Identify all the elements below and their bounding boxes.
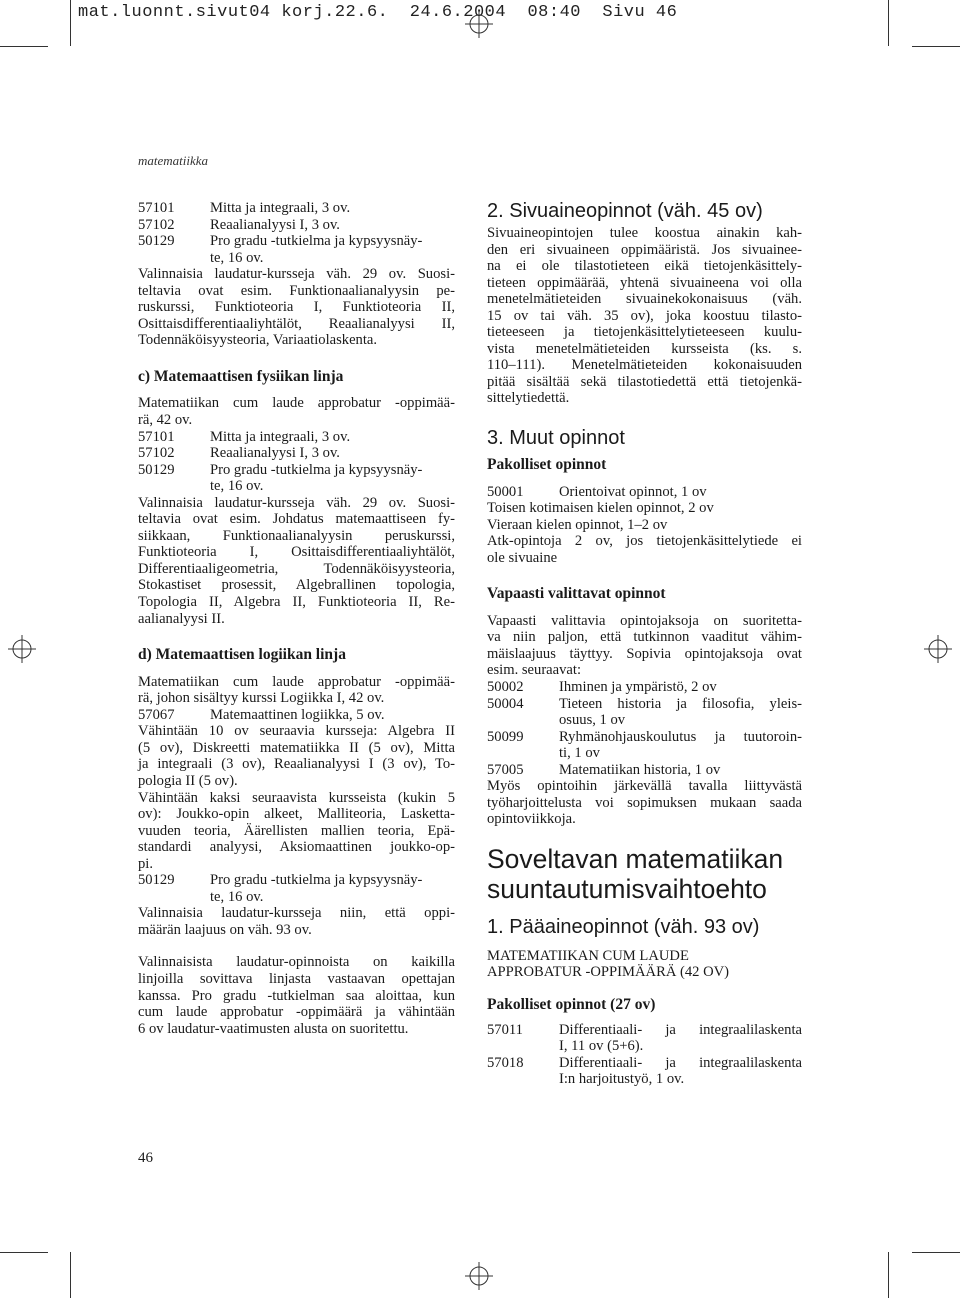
list-item: Toisen kotimaisen kielen opinnot, 2 ov bbox=[487, 500, 714, 517]
paragraph: Matematiikan cum laude approbatur -oppimää- rä, 42 ov. bbox=[138, 395, 455, 429]
registration-mark-icon bbox=[924, 635, 952, 663]
course-entry-continuation: te, 16 ov. bbox=[210, 478, 264, 495]
paragraph: Valinnaisia laudatur-kursseja väh. 29 ov. Suosi- teltavia ovat esim. Johdatus matemaattiseen fy- siikkaan, Funktionaalianalyysin peruskurssi, Funktioteoria I, Osittaisdifferentiaaliyhtälöt, Differentiaaligeometria, Todennäköisyysteoria, Stokastiset prosessit, Algebrallinen topologia, Topologia II, Algebra II, Funktioteoria II, Re- aalianalyysi II. bbox=[138, 494, 455, 627]
subsection-heading: Vapaasti valittavat opinnot bbox=[487, 585, 666, 603]
course-entry: 50129 Pro gradu -tutkielma ja kypsyysnäy- bbox=[138, 233, 423, 250]
section-heading: 1. Pääaineopinnot (väh. 93 ov) bbox=[487, 915, 760, 938]
registration-mark-icon bbox=[8, 635, 36, 663]
crop-mark bbox=[888, 1252, 889, 1298]
course-entry: 57102 Reaalianalyysi I, 3 ov. bbox=[138, 445, 340, 462]
course-entry: 50129 Pro gradu -tutkielma ja kypsyysnäy- bbox=[138, 461, 423, 478]
right-column bbox=[487, 200, 802, 1088]
course-entry: 50001 Orientoivat opinnot, 1 ov bbox=[487, 483, 707, 500]
paragraph: Vähintään kaksi seuraavista kursseista (kukin 5 ov): Joukko-opin alkeet, Malliteoria, Lasketta- vuuden teoria, Äärellisten mallien teoria, Epä- standardi analyysi, Aksiomaattinen joukko-op- pi. bbox=[138, 789, 455, 872]
paragraph: Sivuaineopintojen tulee koostua ainakin kah- den eri sivuaineen oppimääristä. Jos sivuainee- na ei ole tilastotieteen eikä tietojenkäsittely- tieteen oppimäärää, yhtenä sivuaineena voi olla menetelmätieteiden sivuainekokonaisuus (väh. 15 ov tai väh. 35 ov), joka koostuu tilasto- tieteeseen ja tietojenkäsittelytieteeseen kuulu- vista menetelmätieteiden kursseista (ks. s. 110–111). Menetelmätieteiden kokonaisuuden pitää sisältää sekä tilastotiedettä että tietojenkä- sittelytiedettä. bbox=[487, 225, 802, 407]
registration-mark-icon bbox=[465, 1262, 493, 1290]
paragraph: Valinnaisia laudatur-kursseja väh. 29 ov. Suosi- teltavia ovat esim. Funktionaalianalyysin pe- ruskurssi, Funktioteoria I, Funktioteoria II, Osittaisdifferentiaaliyhtälöt, Reaalianalyysi II, Todennäköisyysteoria, Variaatiolaskenta. bbox=[138, 266, 455, 349]
crop-mark bbox=[888, 0, 889, 46]
page-number: 46 bbox=[138, 1150, 153, 1166]
section-heading: c) Matemaattisen fysiikan linja bbox=[138, 367, 344, 385]
course-entry-continuation: I:n harjoitustyö, 1 ov. bbox=[559, 1071, 685, 1088]
course-entry-continuation: te, 16 ov. bbox=[210, 249, 264, 266]
course-entry-continuation: ti, 1 ov bbox=[559, 745, 600, 762]
running-head: matematiikka bbox=[138, 153, 209, 168]
crop-mark bbox=[70, 0, 71, 46]
section-heading: 2. Sivuaineopinnot (väh. 45 ov) bbox=[487, 200, 763, 222]
paragraph: Matematiikan cum laude approbatur -oppimää- rä, johon sisältyy kurssi Logiikka I, 42 ov. bbox=[138, 673, 455, 707]
crop-mark bbox=[0, 46, 48, 47]
course-entry: 57018 Differentiaali- ja integraalilaskenta bbox=[487, 1054, 802, 1071]
caps-title: MATEMATIIKAN CUM LAUDE APPROBATUR -OPPIMÄÄRÄ (42 OV) bbox=[487, 947, 730, 981]
course-entry: 50004 Tieteen historia ja filosofia, yleis- bbox=[487, 695, 802, 712]
paragraph: Vapaasti valittavia opintojaksoja on suoritetta- va niin paljon, että tutkinnon vaaditut vähim- mäislaajuus täyttyy. Sopivia opintojaksoja ovat esim. seuraavat: bbox=[487, 612, 802, 679]
crop-mark bbox=[912, 46, 960, 47]
course-entry-continuation: osuus, 1 ov bbox=[559, 712, 626, 729]
course-entry: 57102 Reaalianalyysi I, 3 ov. bbox=[138, 216, 340, 233]
subsection-heading: Pakolliset opinnot (27 ov) bbox=[487, 995, 656, 1013]
list-item: Vieraan kielen opinnot, 1–2 ov bbox=[487, 516, 668, 533]
course-entry: 57067 Matemaattinen logiikka, 5 ov. bbox=[138, 706, 385, 723]
course-entry: 57005 Matematiikan historia, 1 ov bbox=[487, 761, 721, 778]
paragraph: Valinnaisista laudatur-opinnoista on kaikilla linjoilla sovittava linjasta vastaavan opettajan kanssa. Pro gradu -tutkielman saa aloittaa, kun cum laude approbatur -oppimäärä ja vähintään 6 ov laudatur-vaatimusten alusta on suoritettu. bbox=[138, 954, 455, 1037]
paragraph: Valinnaisia laudatur-kursseja niin, että oppi- määrän laajuus on väh. 93 ov. bbox=[138, 905, 455, 938]
section-heading: d) Matemaattisen logiikan linja bbox=[138, 646, 346, 664]
course-entry-continuation: te, 16 ov. bbox=[210, 888, 264, 905]
registration-mark-icon bbox=[465, 10, 493, 38]
course-entry: 57011 Differentiaali- ja integraalilaskenta bbox=[487, 1021, 802, 1038]
paragraph: Vähintään 10 ov seuraavia kursseja: Algebra II (5 ov), Diskreetti matematiikka II (5 ov), Mitta ja integraali (3 ov), Reaalianalyysi I (3 ov), To- pologia II (5 ov). bbox=[138, 723, 455, 789]
course-entry: 50002 Ihminen ja ympäristö, 2 ov bbox=[487, 679, 717, 696]
course-entry-continuation: I, 11 ov (5+6). bbox=[559, 1038, 644, 1055]
crop-mark bbox=[0, 1252, 48, 1253]
list-item: ole sivuaine bbox=[487, 549, 558, 566]
course-entry: 57101 Mitta ja integraali, 3 ov. bbox=[138, 428, 351, 445]
list-item: Atk-opintoja 2 ov, jos tietojenkäsittelytiede ei bbox=[487, 533, 802, 550]
crop-mark bbox=[912, 1252, 960, 1253]
major-heading: Soveltavan matematiikan suuntautumisvaihtoehto bbox=[487, 843, 784, 904]
paragraph: Myös opintoihin järkevällä tavalla liittyvästä työharjoittelusta voi sopimuksen mukaan saada opintoviikkoja. bbox=[487, 778, 802, 828]
course-entry: 57101 Mitta ja integraali, 3 ov. bbox=[138, 200, 351, 216]
print-slug: mat.luonnt.sivut04 korj.22.6. 24.6.2004 08:40 Sivu 46 bbox=[78, 3, 678, 22]
crop-mark bbox=[70, 1252, 71, 1298]
left-column bbox=[138, 200, 455, 1037]
section-heading: 3. Muut opinnot bbox=[487, 427, 625, 450]
course-entry: 50099 Ryhmänohjauskoulutus ja tuutoroin- bbox=[487, 728, 802, 745]
subsection-heading: Pakolliset opinnot bbox=[487, 456, 607, 474]
course-entry: 50129 Pro gradu -tutkielma ja kypsyysnäy- bbox=[138, 872, 423, 889]
